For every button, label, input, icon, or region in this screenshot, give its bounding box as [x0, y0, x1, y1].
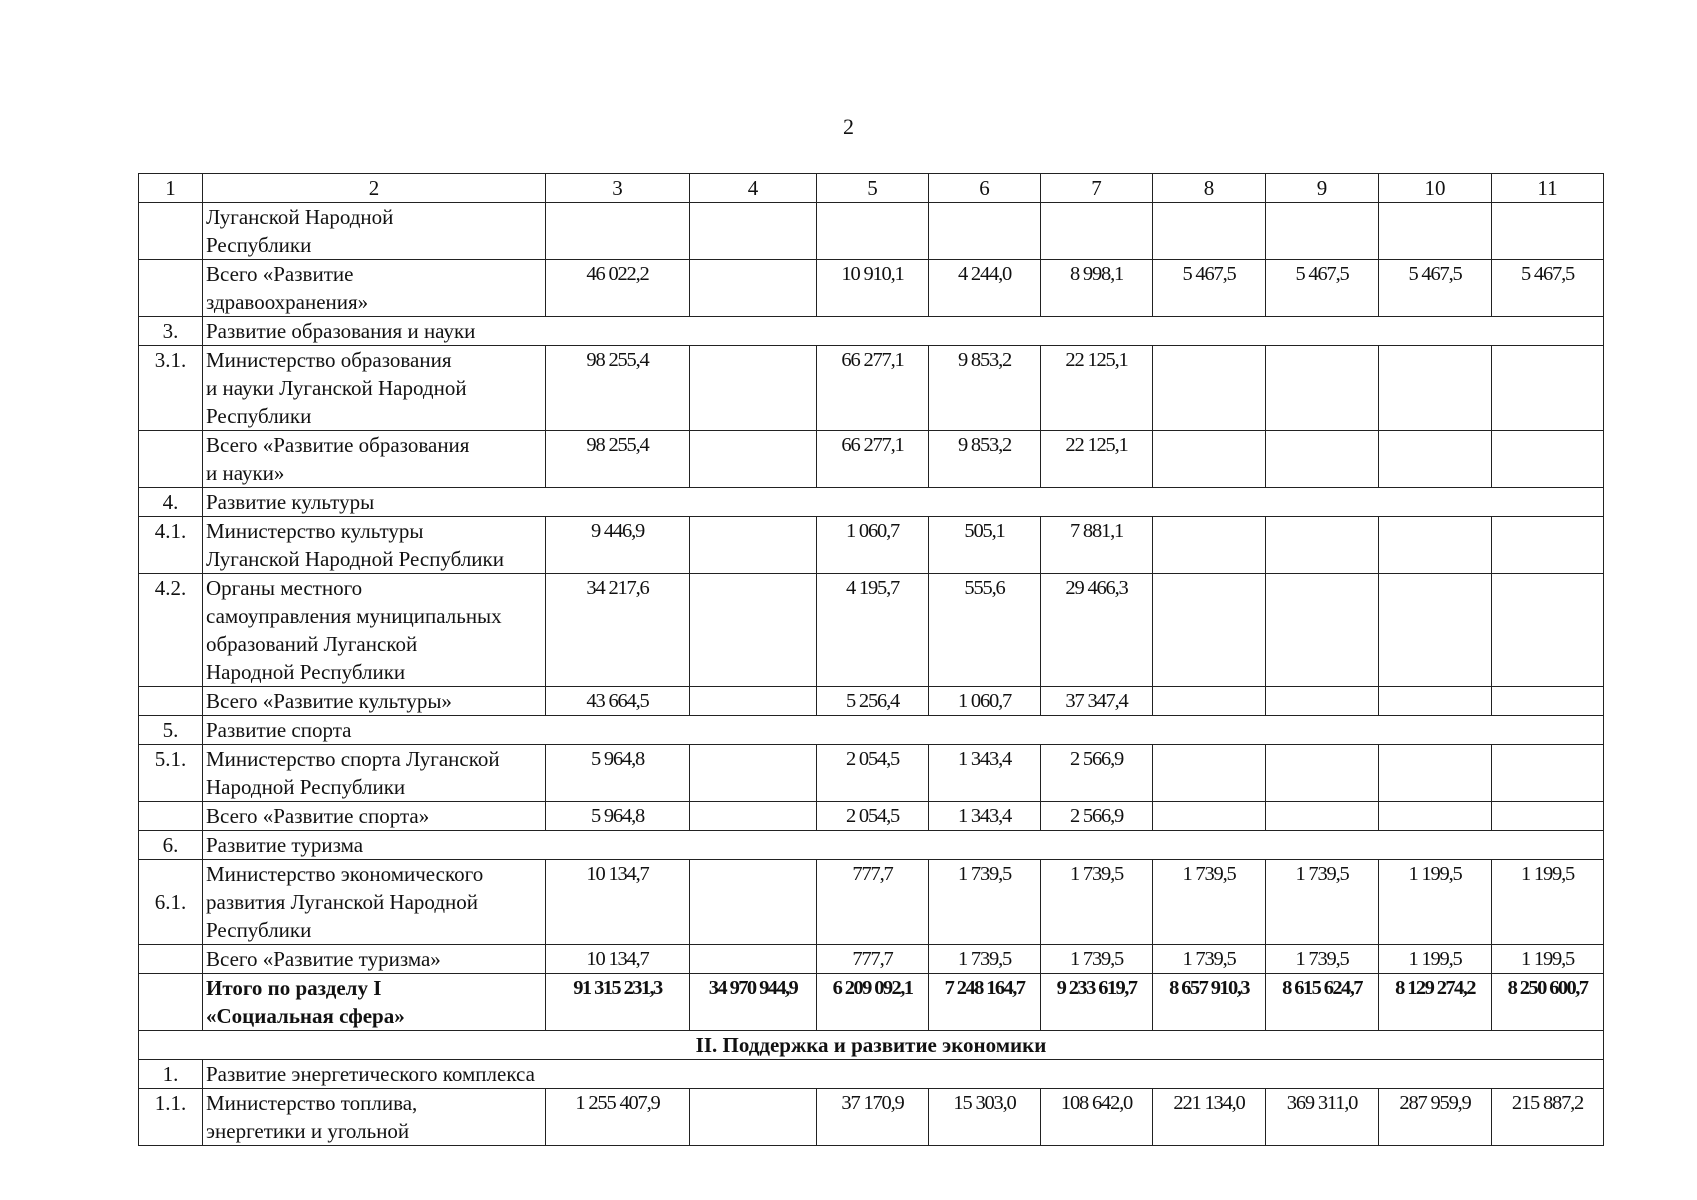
amount-cell	[1266, 802, 1379, 831]
row-name: Итого по разделу I «Социальная сфера»	[203, 974, 546, 1031]
table-row	[139, 431, 1604, 488]
amount-cell	[1266, 574, 1379, 687]
row-number: 3.	[139, 317, 203, 346]
section-total-row	[139, 974, 1604, 1031]
program-group-row	[139, 831, 1604, 860]
row-number	[139, 974, 203, 1031]
section-heading: II. Поддержка и развитие экономики	[139, 1031, 1604, 1060]
amount-cell: 8 657 910,3	[1153, 974, 1266, 1031]
program-group-row	[139, 488, 1604, 517]
amount-cell: 8 998,1	[1041, 260, 1153, 317]
row-number: 4.2.	[139, 574, 203, 687]
amount-cell: 5 467,5	[1153, 260, 1266, 317]
page-number: 2	[843, 114, 854, 139]
amount-cell	[690, 260, 817, 317]
amount-cell: 215 887,2	[1492, 1089, 1604, 1146]
column-number-header: 3	[546, 174, 690, 203]
row-number: 6.	[139, 831, 203, 860]
amount-cell	[817, 203, 929, 260]
amount-cell: 1 343,4	[929, 802, 1041, 831]
amount-cell: 221 134,0	[1153, 1089, 1266, 1146]
amount-cell: 1 199,5	[1492, 860, 1604, 945]
budget-table	[138, 173, 1604, 1146]
column-number-header: 10	[1379, 174, 1492, 203]
program-group-row	[139, 716, 1604, 745]
amount-cell	[690, 203, 817, 260]
amount-cell	[1041, 203, 1153, 260]
amount-cell	[690, 687, 817, 716]
row-name: Министерство культуры Луганской Народной Республики	[203, 517, 546, 574]
row-name: Всего «Развитие спорта»	[203, 802, 546, 831]
row-number	[139, 945, 203, 974]
amount-cell	[1492, 346, 1604, 431]
amount-cell	[1153, 431, 1266, 488]
amount-cell: 1 739,5	[1266, 945, 1379, 974]
amount-cell: 1 739,5	[1041, 860, 1153, 945]
table-row	[139, 346, 1604, 431]
program-group-title: Развитие культуры	[203, 488, 1604, 517]
amount-cell: 9 853,2	[929, 346, 1041, 431]
table-row	[139, 745, 1604, 802]
row-name: Министерство образования и науки Луганской Народной Республики	[203, 346, 546, 431]
program-group-row	[139, 1060, 1604, 1089]
amount-cell: 1 739,5	[929, 945, 1041, 974]
amount-cell	[690, 745, 817, 802]
amount-cell: 1 060,7	[817, 517, 929, 574]
amount-cell	[1492, 745, 1604, 802]
amount-cell: 287 959,9	[1379, 1089, 1492, 1146]
table-row	[139, 945, 1604, 974]
amount-cell: 43 664,5	[546, 687, 690, 716]
amount-cell: 22 125,1	[1041, 346, 1153, 431]
amount-cell: 66 277,1	[817, 346, 929, 431]
amount-cell	[1379, 574, 1492, 687]
amount-cell: 37 347,4	[1041, 687, 1153, 716]
amount-cell: 1 739,5	[1041, 945, 1153, 974]
amount-cell: 555,6	[929, 574, 1041, 687]
table-row	[139, 517, 1604, 574]
amount-cell	[1153, 346, 1266, 431]
row-number	[139, 203, 203, 260]
amount-cell	[690, 945, 817, 974]
amount-cell: 9 233 619,7	[1041, 974, 1153, 1031]
amount-cell: 505,1	[929, 517, 1041, 574]
amount-cell	[690, 860, 817, 945]
amount-cell: 98 255,4	[546, 346, 690, 431]
column-number-header: 1	[139, 174, 203, 203]
column-number-header: 6	[929, 174, 1041, 203]
table-row	[139, 260, 1604, 317]
amount-cell: 7 248 164,7	[929, 974, 1041, 1031]
row-number: 4.1.	[139, 517, 203, 574]
row-name: Органы местного самоуправления муниципальных образований Луганской Народной Республики	[203, 574, 546, 687]
amount-cell	[1492, 574, 1604, 687]
amount-cell	[1492, 203, 1604, 260]
amount-cell: 1 739,5	[1266, 860, 1379, 945]
amount-cell	[1266, 431, 1379, 488]
amount-cell: 5 467,5	[1266, 260, 1379, 317]
program-group-row	[139, 317, 1604, 346]
amount-cell: 5 964,8	[546, 802, 690, 831]
amount-cell: 6 209 092,1	[817, 974, 929, 1031]
row-number: 6.1.	[139, 860, 203, 945]
table-row	[139, 574, 1604, 687]
program-group-title: Развитие образования и науки	[203, 317, 1604, 346]
row-number: 5.1.	[139, 745, 203, 802]
row-name: Всего «Развитие культуры»	[203, 687, 546, 716]
amount-cell: 4 244,0	[929, 260, 1041, 317]
amount-cell: 1 199,5	[1492, 945, 1604, 974]
amount-cell	[1379, 802, 1492, 831]
amount-cell: 777,7	[817, 945, 929, 974]
column-number-header: 7	[1041, 174, 1153, 203]
amount-cell	[1153, 203, 1266, 260]
row-name: Министерство экономического развития Луганской Народной Республики	[203, 860, 546, 945]
row-number	[139, 687, 203, 716]
amount-cell: 777,7	[817, 860, 929, 945]
program-group-title: Развитие туризма	[203, 831, 1604, 860]
amount-cell: 2 054,5	[817, 745, 929, 802]
amount-cell	[1266, 346, 1379, 431]
amount-cell: 5 256,4	[817, 687, 929, 716]
amount-cell	[1266, 745, 1379, 802]
amount-cell	[1492, 431, 1604, 488]
amount-cell	[1379, 346, 1492, 431]
amount-cell: 10 134,7	[546, 860, 690, 945]
row-name: Министерство спорта Луганской Народной Республики	[203, 745, 546, 802]
amount-cell: 369 311,0	[1266, 1089, 1379, 1146]
row-name: Луганской Народной Республики	[203, 203, 546, 260]
amount-cell: 1 739,5	[929, 860, 1041, 945]
amount-cell: 2 054,5	[817, 802, 929, 831]
amount-cell	[1153, 574, 1266, 687]
amount-cell: 1 739,5	[1153, 860, 1266, 945]
amount-cell: 4 195,7	[817, 574, 929, 687]
column-number-header: 5	[817, 174, 929, 203]
amount-cell: 9 853,2	[929, 431, 1041, 488]
amount-cell: 34 217,6	[546, 574, 690, 687]
amount-cell	[1379, 687, 1492, 716]
program-group-title: Развитие спорта	[203, 716, 1604, 745]
table-row	[139, 687, 1604, 716]
amount-cell	[1266, 517, 1379, 574]
amount-cell: 1 199,5	[1379, 945, 1492, 974]
column-number-header: 11	[1492, 174, 1604, 203]
amount-cell	[1492, 517, 1604, 574]
program-group-title: Развитие энергетического комплекса	[203, 1060, 1604, 1089]
amount-cell	[690, 431, 817, 488]
amount-cell	[1153, 687, 1266, 716]
amount-cell: 8 615 624,7	[1266, 974, 1379, 1031]
amount-cell: 46 022,2	[546, 260, 690, 317]
column-number-header: 9	[1266, 174, 1379, 203]
amount-cell	[690, 1089, 817, 1146]
amount-cell: 1 255 407,9	[546, 1089, 690, 1146]
row-number	[139, 260, 203, 317]
row-number: 5.	[139, 716, 203, 745]
amount-cell	[1379, 517, 1492, 574]
amount-cell	[690, 346, 817, 431]
amount-cell	[690, 574, 817, 687]
amount-cell	[1266, 687, 1379, 716]
amount-cell	[1153, 745, 1266, 802]
amount-cell	[1379, 745, 1492, 802]
amount-cell: 5 467,5	[1379, 260, 1492, 317]
amount-cell: 1 199,5	[1379, 860, 1492, 945]
amount-cell: 98 255,4	[546, 431, 690, 488]
row-number: 1.1.	[139, 1089, 203, 1146]
column-number-header: 8	[1153, 174, 1266, 203]
amount-cell	[1379, 431, 1492, 488]
amount-cell: 8 129 274,2	[1379, 974, 1492, 1031]
amount-cell	[1492, 687, 1604, 716]
table-body	[139, 174, 1604, 1146]
amount-cell: 22 125,1	[1041, 431, 1153, 488]
table-row	[139, 203, 1604, 260]
amount-cell	[690, 802, 817, 831]
amount-cell: 37 170,9	[817, 1089, 929, 1146]
amount-cell: 66 277,1	[817, 431, 929, 488]
row-name: Министерство топлива, энергетики и угольной	[203, 1089, 546, 1146]
amount-cell: 5 467,5	[1492, 260, 1604, 317]
amount-cell	[1266, 203, 1379, 260]
amount-cell: 91 315 231,3	[546, 974, 690, 1031]
table-row	[139, 1089, 1604, 1146]
amount-cell	[546, 203, 690, 260]
amount-cell: 108 642,0	[1041, 1089, 1153, 1146]
amount-cell: 5 964,8	[546, 745, 690, 802]
amount-cell: 15 303,0	[929, 1089, 1041, 1146]
amount-cell: 34 970 944,9	[690, 974, 817, 1031]
amount-cell: 7 881,1	[1041, 517, 1153, 574]
amount-cell	[1379, 203, 1492, 260]
row-number	[139, 431, 203, 488]
amount-cell: 29 466,3	[1041, 574, 1153, 687]
section-heading-row	[139, 1031, 1604, 1060]
row-number: 3.1.	[139, 346, 203, 431]
column-number-row	[139, 174, 1604, 203]
amount-cell: 1 060,7	[929, 687, 1041, 716]
amount-cell	[690, 517, 817, 574]
amount-cell: 1 343,4	[929, 745, 1041, 802]
table-row	[139, 860, 1604, 945]
row-number	[139, 802, 203, 831]
amount-cell	[1153, 517, 1266, 574]
column-number-header: 4	[690, 174, 817, 203]
amount-cell: 2 566,9	[1041, 802, 1153, 831]
table-row	[139, 802, 1604, 831]
amount-cell: 8 250 600,7	[1492, 974, 1604, 1031]
amount-cell	[1492, 802, 1604, 831]
amount-cell	[1153, 802, 1266, 831]
amount-cell: 10 910,1	[817, 260, 929, 317]
amount-cell: 2 566,9	[1041, 745, 1153, 802]
row-name: Всего «Развитие здравоохранения»	[203, 260, 546, 317]
row-number: 1.	[139, 1060, 203, 1089]
column-number-header: 2	[203, 174, 546, 203]
amount-cell	[929, 203, 1041, 260]
amount-cell: 10 134,7	[546, 945, 690, 974]
amount-cell: 1 739,5	[1153, 945, 1266, 974]
amount-cell: 9 446,9	[546, 517, 690, 574]
row-number: 4.	[139, 488, 203, 517]
row-name: Всего «Развитие туризма»	[203, 945, 546, 974]
row-name: Всего «Развитие образования и науки»	[203, 431, 546, 488]
